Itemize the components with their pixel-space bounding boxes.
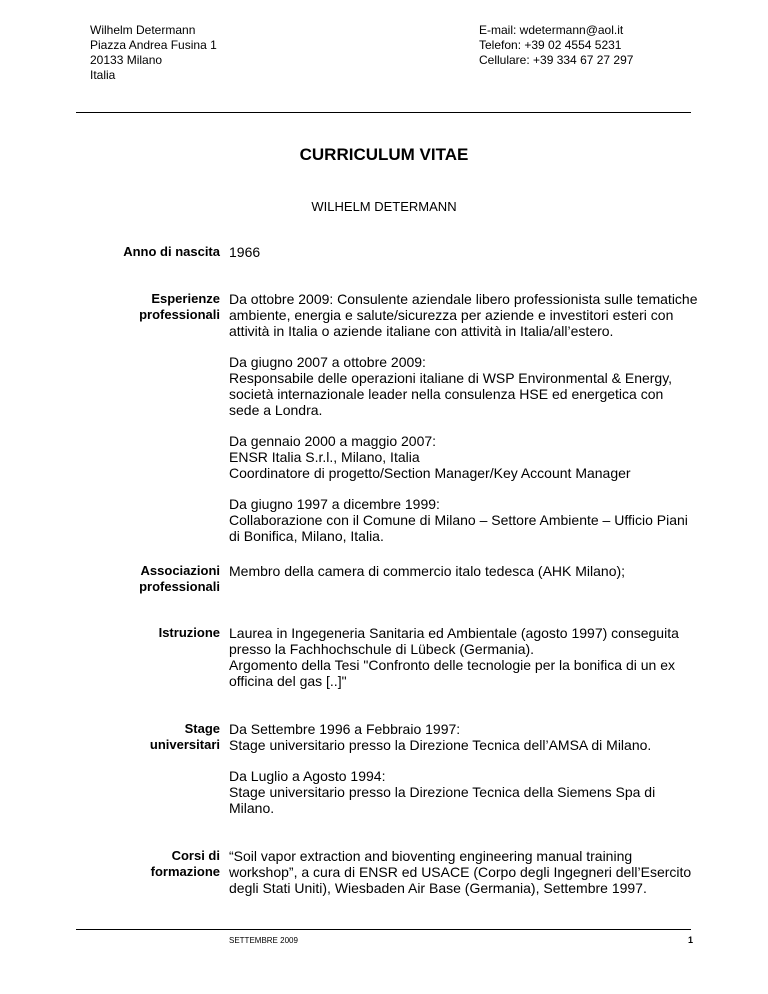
text-line: workshop”, a cura di ENSR ed USACE (Corpo degli Ingegneri dell’Esercito bbox=[229, 864, 692, 880]
text-line: “Soil vapor extraction and bioventing engineering manual training bbox=[229, 848, 633, 864]
label-line: Associazioni bbox=[140, 563, 220, 578]
text-line: di Bonifica, Milano, Italia. bbox=[229, 528, 384, 544]
section-body bbox=[229, 563, 704, 579]
internship-entry bbox=[229, 721, 704, 753]
footer-date: SETTEMBRE 2009 bbox=[229, 936, 298, 945]
text-line: ENSR Italia S.r.l., Milano, Italia bbox=[229, 449, 420, 465]
text-line: Da Luglio a Agosto 1994: bbox=[229, 768, 386, 784]
section-label bbox=[60, 848, 220, 880]
label-line: formazione bbox=[150, 864, 220, 879]
text-line: Membro della camera di commercio italo tedesca (AHK Milano); bbox=[229, 563, 626, 579]
email-line: E-mail: wdetermann@aol.it bbox=[479, 23, 624, 37]
address-line: Wilhelm Determann bbox=[90, 23, 196, 37]
text-line: Argomento della Tesi "Confronto delle tecnologie per la bonifica di un ex bbox=[229, 657, 675, 673]
section-label bbox=[60, 291, 220, 323]
section-body bbox=[229, 721, 704, 816]
text-line: Laurea in Ingegeneria Sanitaria ed Ambientale (agosto 1997) conseguita bbox=[229, 625, 679, 641]
text-line: Da giugno 2007 a ottobre 2009: bbox=[229, 354, 426, 370]
text-line: officina del gas [..]" bbox=[229, 673, 347, 689]
section-label bbox=[60, 244, 220, 260]
label-line: Anno di nascita bbox=[123, 244, 220, 259]
experience-entry bbox=[229, 496, 704, 544]
address-line: Piazza Andrea Fusina 1 bbox=[90, 38, 217, 52]
text-line: società internazionale leader nella consulenza HSE ed energetica con bbox=[229, 386, 664, 402]
text-line: ambiente, energia e salute/sicurezza per aziende e investitori esteri con bbox=[229, 307, 674, 323]
label-line: Istruzione bbox=[158, 625, 220, 640]
text-line: presso la Fachhochschule di Lübeck (Germania). bbox=[229, 641, 535, 657]
header-divider bbox=[76, 112, 691, 113]
course-entry bbox=[229, 848, 704, 896]
page-number: 1 bbox=[687, 935, 693, 945]
text-line: Collaborazione con il Comune di Milano – Settore Ambiente – Ufficio Piani bbox=[229, 512, 688, 528]
section-label bbox=[60, 625, 220, 641]
mobile-line: Cellulare: +39 334 67 27 297 bbox=[479, 53, 634, 67]
text-line: sede a Londra. bbox=[229, 402, 323, 418]
text-line: degli Stati Uniti), Wiesbaden Air Base (Germania), Settembre 1997. bbox=[229, 880, 647, 896]
label-line: Esperienze bbox=[151, 291, 220, 306]
experience-entry bbox=[229, 354, 704, 418]
label-line: professionali bbox=[139, 579, 220, 594]
text-line: Milano. bbox=[229, 800, 275, 816]
phone-line: Telefon: +39 02 4554 5231 bbox=[479, 38, 622, 52]
address-line: Italia bbox=[90, 68, 116, 82]
section-label bbox=[60, 721, 220, 753]
document-title: CURRICULUM VITAE bbox=[299, 145, 469, 164]
text-line: 1966 bbox=[229, 244, 261, 260]
address-line: 20133 Milano bbox=[90, 53, 163, 67]
text-line: Da ottobre 2009: Consulente aziendale libero professionista sulle tematiche bbox=[229, 291, 698, 307]
text-line: Responsabile delle operazioni italiane di WSP Environmental & Energy, bbox=[229, 370, 673, 386]
label-line: universitari bbox=[149, 737, 220, 752]
text-line: Da gennaio 2000 a maggio 2007: bbox=[229, 433, 437, 449]
label-line: Corsi di bbox=[171, 848, 220, 863]
internship-entry bbox=[229, 768, 704, 816]
label-line: Stage bbox=[184, 721, 220, 736]
text-line: Stage universitario presso la Direzione Tecnica della Siemens Spa di bbox=[229, 784, 656, 800]
section-body bbox=[229, 291, 704, 544]
sender-address bbox=[90, 23, 217, 83]
section-body bbox=[229, 625, 704, 689]
text-line: Coordinatore di progetto/Section Manager/Key Account Manager bbox=[229, 465, 631, 481]
text-line: attività in Italia o aziende italiane con attività in Italia/all’estero. bbox=[229, 323, 614, 339]
experience-entry bbox=[229, 433, 704, 481]
section-label bbox=[60, 563, 220, 595]
section-body bbox=[229, 244, 704, 260]
education-entry bbox=[229, 625, 704, 689]
text-line: Da Settembre 1996 a Febbraio 1997: bbox=[229, 721, 461, 737]
footer-divider bbox=[76, 929, 691, 930]
contact-info bbox=[479, 23, 633, 68]
experience-entry bbox=[229, 291, 704, 339]
person-name: WILHELM DETERMANN bbox=[311, 199, 457, 214]
label-line: professionali bbox=[139, 307, 220, 322]
text-line: Da giugno 1997 a dicembre 1999: bbox=[229, 496, 440, 512]
text-line: Stage universitario presso la Direzione Tecnica dell’AMSA di Milano. bbox=[229, 737, 652, 753]
section-body bbox=[229, 848, 704, 896]
